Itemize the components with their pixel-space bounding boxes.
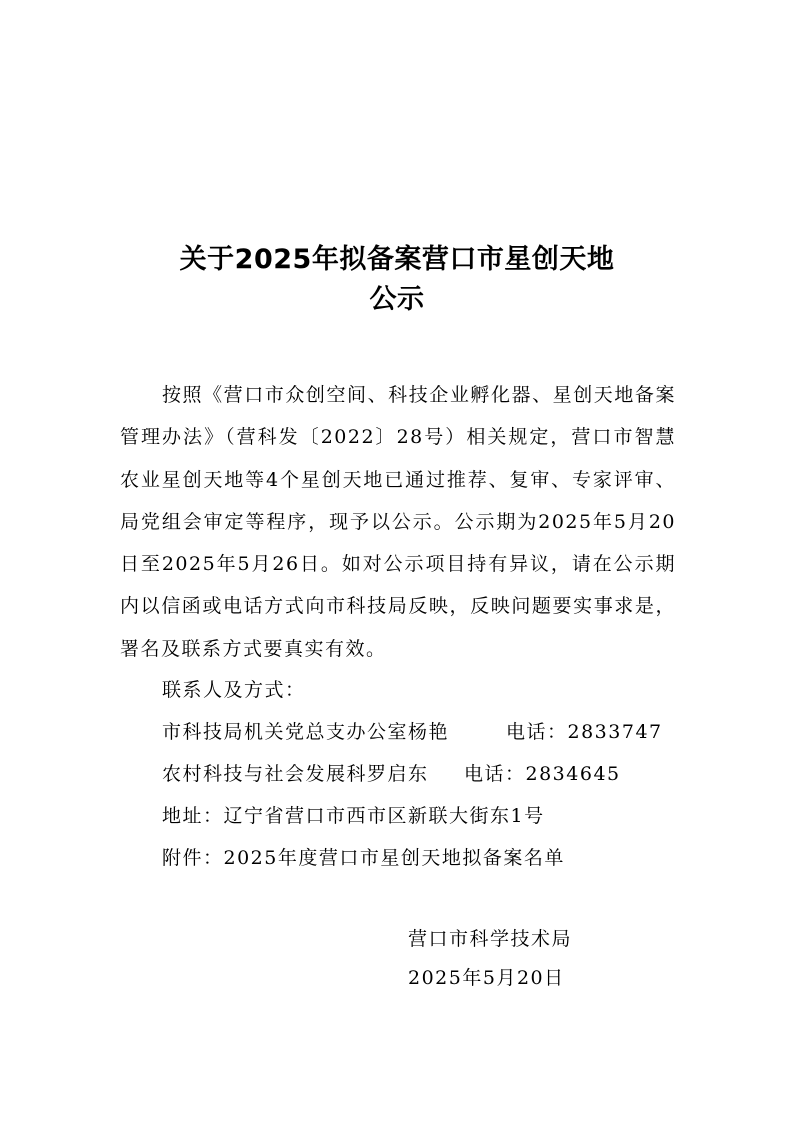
contacts-heading: 联系人及方式： bbox=[162, 679, 306, 701]
address-line: 地址：辽宁省营口市西市区新联大街东1号 bbox=[162, 805, 545, 827]
contact-row bbox=[162, 759, 621, 789]
contact-phone: 电话：2834645 bbox=[464, 763, 621, 785]
contact-phone: 电话：2833747 bbox=[506, 721, 663, 743]
document-title-line-1: 关于2025年拟备案营口市星创天地 bbox=[179, 244, 615, 275]
attachment-line: 附件：2025年度营口市星创天地拟备案名单 bbox=[162, 847, 565, 869]
document-title-line-2: 公示 bbox=[369, 284, 425, 315]
contact-name: 市科技局机关党总支办公室杨艳 bbox=[162, 721, 450, 743]
signature-organization: 营口市科学技术局 bbox=[408, 928, 573, 950]
contact-row bbox=[162, 717, 663, 747]
notice-paragraph: 按照《营口市众创空间、科技企业孵化器、星创天地备案管理办法》（营科发〔2022〕28号）相关规定，营口市智慧农业星创天地等4个星创天地已通过推荐、复审、专家评审、局党组会审定等程序，现予以公示。公示期为2025年5月20日至2025年5月26日。如对公示项目持有异议，请在公示期内以信函或电话方式向市科技局反映，反映问题要实事求是，署名及联系方式要真实有效。 bbox=[120, 384, 676, 660]
signature-date: 2025年5月20日 bbox=[408, 967, 565, 989]
contact-name: 农村科技与社会发展科罗启东 bbox=[162, 763, 429, 785]
